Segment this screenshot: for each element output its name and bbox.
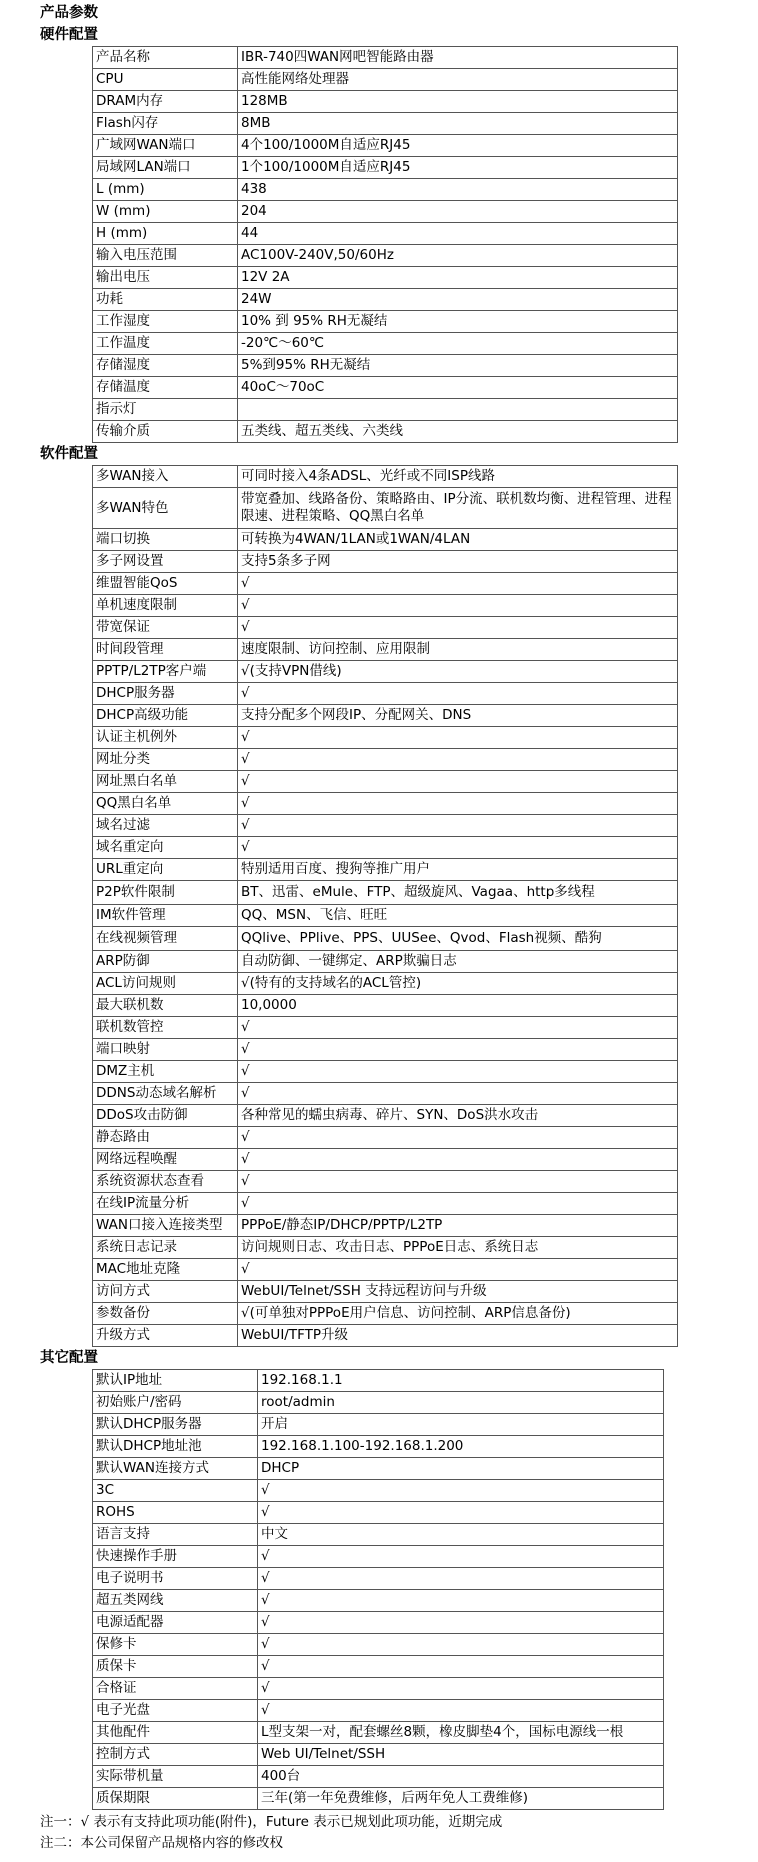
spec-value: 支持5条多子网 (238, 551, 678, 573)
spec-label: ARP防御 (93, 951, 238, 973)
spec-label: DDoS攻击防御 (93, 1105, 238, 1127)
spec-row (93, 289, 678, 311)
spec-row (93, 1546, 664, 1568)
spec-row (93, 399, 678, 421)
spec-label: 输入电压范围 (93, 245, 238, 267)
spec-row (93, 223, 678, 245)
spec-row (93, 1458, 664, 1480)
spec-row (93, 1237, 678, 1259)
spec-value: √ (238, 749, 678, 771)
hardware-spec-table (92, 46, 678, 443)
spec-label: 多WAN接入 (93, 466, 238, 488)
spec-value: √ (238, 1017, 678, 1039)
spec-label: 时间段管理 (93, 639, 238, 661)
spec-value: √ (238, 815, 678, 837)
spec-row (93, 333, 678, 355)
spec-label: 电子光盘 (93, 1700, 258, 1722)
spec-row (93, 771, 678, 793)
spec-label: 端口切换 (93, 529, 238, 551)
spec-value: √ (258, 1590, 664, 1612)
spec-row (93, 927, 678, 951)
spec-value: √ (258, 1634, 664, 1656)
spec-row (93, 1017, 678, 1039)
spec-label: 初始账户/密码 (93, 1392, 258, 1414)
spec-label: 保修卡 (93, 1634, 258, 1656)
spec-value: 10% 到 95% RH无凝结 (238, 311, 678, 333)
spec-label: 质保卡 (93, 1656, 258, 1678)
spec-row (93, 1127, 678, 1149)
spec-value: √ (238, 837, 678, 859)
spec-label: 最大联机数 (93, 995, 238, 1017)
spec-value: 五类线、超五类线、六类线 (238, 421, 678, 443)
spec-label: 输出电压 (93, 267, 238, 289)
spec-value: WebUI/TFTP升级 (238, 1325, 678, 1347)
spec-value: √ (238, 1039, 678, 1061)
spec-label: MAC地址克隆 (93, 1259, 238, 1281)
spec-value: PPPoE/静态IP/DHCP/PPTP/L2TP (238, 1215, 678, 1237)
spec-value: L型支架一对，配套螺丝8颗，橡皮脚垫4个，国标电源线一根 (258, 1722, 664, 1744)
spec-row (93, 881, 678, 905)
spec-row (93, 727, 678, 749)
spec-row (93, 1083, 678, 1105)
hardware-heading: 硬件配置 (40, 27, 98, 43)
spec-label: QQ黑白名单 (93, 793, 238, 815)
spec-value: 438 (238, 179, 678, 201)
spec-label: 带宽保证 (93, 617, 238, 639)
spec-value: √ (258, 1502, 664, 1524)
spec-row (93, 1414, 664, 1436)
spec-label: P2P软件限制 (93, 881, 238, 905)
spec-label: 质保期限 (93, 1788, 258, 1810)
spec-row (93, 683, 678, 705)
spec-value: 12V 2A (238, 267, 678, 289)
spec-value: 192.168.1.100-192.168.1.200 (258, 1436, 664, 1458)
spec-value: √ (238, 617, 678, 639)
spec-row (93, 815, 678, 837)
spec-row (93, 157, 678, 179)
spec-row (93, 1524, 664, 1546)
spec-row (93, 1171, 678, 1193)
spec-row (93, 311, 678, 333)
spec-row (93, 973, 678, 995)
spec-row (93, 1502, 664, 1524)
spec-row (93, 837, 678, 859)
spec-row (93, 91, 678, 113)
spec-value: √ (258, 1568, 664, 1590)
spec-label: 静态路由 (93, 1127, 238, 1149)
spec-label: 维盟智能QoS (93, 573, 238, 595)
spec-row (93, 529, 678, 551)
spec-row (93, 135, 678, 157)
spec-label: 域名过滤 (93, 815, 238, 837)
spec-value: √(支持VPN借线) (238, 661, 678, 683)
spec-row (93, 1105, 678, 1127)
spec-row (93, 1744, 664, 1766)
spec-value: 速度限制、访问控制、应用限制 (238, 639, 678, 661)
spec-value: DHCP (258, 1458, 664, 1480)
spec-row (93, 1436, 664, 1458)
spec-row (93, 1281, 678, 1303)
spec-value: 8MB (238, 113, 678, 135)
spec-label: 系统资源状态查看 (93, 1171, 238, 1193)
spec-row (93, 705, 678, 727)
spec-label: ACL访问规则 (93, 973, 238, 995)
spec-row (93, 69, 678, 91)
spec-value: 访问规则日志、攻击日志、PPPoE日志、系统日志 (238, 1237, 678, 1259)
spec-value: 可同时接入4条ADSL、光纤或不同ISP线路 (238, 466, 678, 488)
spec-label: ROHS (93, 1502, 258, 1524)
spec-value: √ (238, 793, 678, 815)
spec-value: √ (238, 1171, 678, 1193)
other-heading: 其它配置 (40, 1350, 98, 1366)
spec-label: DRAM内存 (93, 91, 238, 113)
spec-row (93, 113, 678, 135)
spec-row (93, 617, 678, 639)
spec-value: 带宽叠加、线路备份、策略路由、IP分流、联机数均衡、进程管理、进程限速、进程策略、QQ黑白名单 (238, 488, 678, 529)
spec-row (93, 1325, 678, 1347)
spec-label: WAN口接入连接类型 (93, 1215, 238, 1237)
spec-label: 默认IP地址 (93, 1370, 258, 1392)
spec-value: 40oC～70oC (238, 377, 678, 399)
spec-label: 端口映射 (93, 1039, 238, 1061)
spec-value: √ (258, 1656, 664, 1678)
spec-label: 多子网设置 (93, 551, 238, 573)
software-heading: 软件配置 (40, 446, 98, 462)
spec-value: 5%到95% RH无凝结 (238, 355, 678, 377)
spec-value: 1个100/1000M自适应RJ45 (238, 157, 678, 179)
spec-row (93, 488, 678, 529)
spec-row (93, 1656, 664, 1678)
spec-label: 功耗 (93, 289, 238, 311)
spec-row (93, 1722, 664, 1744)
spec-label: 存储温度 (93, 377, 238, 399)
spec-row (93, 1061, 678, 1083)
spec-row (93, 1039, 678, 1061)
spec-row (93, 1259, 678, 1281)
spec-value: √ (238, 573, 678, 595)
spec-label: 其他配件 (93, 1722, 258, 1744)
spec-label: 默认WAN连接方式 (93, 1458, 258, 1480)
page-title: 产品参数 (40, 5, 98, 21)
spec-value: Web UI/Telnet/SSH (258, 1744, 664, 1766)
spec-value: 高性能网络处理器 (238, 69, 678, 91)
spec-value: √ (238, 1127, 678, 1149)
spec-row (93, 1700, 664, 1722)
spec-value: √(特有的支持域名的ACL管控) (238, 973, 678, 995)
spec-label: 指示灯 (93, 399, 238, 421)
spec-value: 特别适用百度、搜狗等推广用户 (238, 859, 678, 881)
spec-label: 多WAN特色 (93, 488, 238, 529)
spec-value: 4个100/1000M自适应RJ45 (238, 135, 678, 157)
spec-value: IBR-740四WAN网吧智能路由器 (238, 47, 678, 69)
note-2: 注二：本公司保留产品规格内容的修改权 (40, 1835, 283, 1851)
spec-value: 自动防御、一键绑定、ARP欺骗日志 (238, 951, 678, 973)
spec-row (93, 47, 678, 69)
spec-label: 快速操作手册 (93, 1546, 258, 1568)
spec-row (93, 355, 678, 377)
spec-label: 传输介质 (93, 421, 238, 443)
spec-label: 参数备份 (93, 1303, 238, 1325)
spec-label: 电源适配器 (93, 1612, 258, 1634)
spec-row (93, 267, 678, 289)
spec-row (93, 1392, 664, 1414)
spec-label: 3C (93, 1480, 258, 1502)
spec-label: 网址分类 (93, 749, 238, 771)
spec-value: √ (258, 1612, 664, 1634)
spec-row (93, 377, 678, 399)
spec-value: 三年(第一年免费维修，后两年免人工费维修) (258, 1788, 664, 1810)
spec-label: L (mm) (93, 179, 238, 201)
spec-value: -20℃～60℃ (238, 333, 678, 355)
spec-label: IM软件管理 (93, 905, 238, 927)
spec-value: √ (238, 1193, 678, 1215)
spec-row (93, 661, 678, 683)
spec-label: 网络远程唤醒 (93, 1149, 238, 1171)
spec-row (93, 1612, 664, 1634)
spec-row (93, 859, 678, 881)
spec-row (93, 905, 678, 927)
spec-value: √ (238, 771, 678, 793)
spec-label: 默认DHCP服务器 (93, 1414, 258, 1436)
notes (40, 1812, 758, 1854)
spec-row (93, 1480, 664, 1502)
spec-label: 语言支持 (93, 1524, 258, 1546)
spec-row (93, 1568, 664, 1590)
spec-row (93, 421, 678, 443)
spec-value: √ (238, 1061, 678, 1083)
spec-label: 在线IP流量分析 (93, 1193, 238, 1215)
spec-row (93, 201, 678, 223)
spec-value: 128MB (238, 91, 678, 113)
spec-label: 认证主机例外 (93, 727, 238, 749)
spec-row (93, 595, 678, 617)
spec-row (93, 951, 678, 973)
spec-label: 工作温度 (93, 333, 238, 355)
spec-label: W (mm) (93, 201, 238, 223)
spec-label: 存储湿度 (93, 355, 238, 377)
spec-value: √ (238, 683, 678, 705)
spec-value: √ (258, 1480, 664, 1502)
spec-row (93, 1149, 678, 1171)
spec-row (93, 573, 678, 595)
spec-row (93, 245, 678, 267)
spec-label: Flash闪存 (93, 113, 238, 135)
spec-label: DHCP高级功能 (93, 705, 238, 727)
spec-label: 在线视频管理 (93, 927, 238, 951)
spec-value: 192.168.1.1 (258, 1370, 664, 1392)
spec-value: QQlive、PPlive、PPS、UUSee、Qvod、Flash视频、酷狗 (238, 927, 678, 951)
spec-row (93, 179, 678, 201)
spec-label: 广域网WAN端口 (93, 135, 238, 157)
spec-label: DHCP服务器 (93, 683, 238, 705)
spec-value: BT、迅雷、eMule、FTP、超级旋风、Vagaa、http多线程 (238, 881, 678, 905)
spec-row (93, 749, 678, 771)
spec-label: H (mm) (93, 223, 238, 245)
spec-value: √ (258, 1700, 664, 1722)
spec-label: CPU (93, 69, 238, 91)
spec-value: 支持分配多个网段IP、分配网关、DNS (238, 705, 678, 727)
spec-row (93, 1370, 664, 1392)
spec-label: 默认DHCP地址池 (93, 1436, 258, 1458)
spec-label: 网址黑白名单 (93, 771, 238, 793)
spec-label: 产品名称 (93, 47, 238, 69)
spec-label: 升级方式 (93, 1325, 238, 1347)
spec-row (93, 551, 678, 573)
spec-value: 可转换为4WAN/1LAN或1WAN/4LAN (238, 529, 678, 551)
spec-label: DMZ主机 (93, 1061, 238, 1083)
spec-value: 10,0000 (238, 995, 678, 1017)
spec-row (93, 1590, 664, 1612)
spec-value: root/admin (258, 1392, 664, 1414)
spec-label: 合格证 (93, 1678, 258, 1700)
spec-label: 电子说明书 (93, 1568, 258, 1590)
spec-row (93, 1303, 678, 1325)
spec-row (93, 1678, 664, 1700)
spec-label: 联机数管控 (93, 1017, 238, 1039)
spec-value: √ (238, 727, 678, 749)
spec-label: 访问方式 (93, 1281, 238, 1303)
spec-label: 超五类网线 (93, 1590, 258, 1612)
spec-row (93, 995, 678, 1017)
spec-value: 400台 (258, 1766, 664, 1788)
spec-row (93, 1766, 664, 1788)
spec-value: 中文 (258, 1524, 664, 1546)
spec-value: √ (238, 1083, 678, 1105)
spec-label: 实际带机量 (93, 1766, 258, 1788)
spec-row (93, 639, 678, 661)
spec-value: 各种常见的蠕虫病毒、碎片、SYN、DoS洪水攻击 (238, 1105, 678, 1127)
spec-value: √ (258, 1678, 664, 1700)
spec-label: 局域网LAN端口 (93, 157, 238, 179)
spec-value: 开启 (258, 1414, 664, 1436)
spec-value: 44 (238, 223, 678, 245)
spec-label: 系统日志记录 (93, 1237, 238, 1259)
spec-label: URL重定向 (93, 859, 238, 881)
spec-row (93, 1788, 664, 1810)
spec-row (93, 1215, 678, 1237)
spec-value: AC100V-240V,50/60Hz (238, 245, 678, 267)
spec-row (93, 1193, 678, 1215)
spec-value: √ (238, 1149, 678, 1171)
spec-label: PPTP/L2TP客户端 (93, 661, 238, 683)
note-1: 注一：√ 表示有支持此项功能(附件)，Future 表示已规划此项功能，近期完成 (40, 1814, 503, 1830)
spec-row (93, 466, 678, 488)
spec-label: 单机速度限制 (93, 595, 238, 617)
spec-label: DDNS动态域名解析 (93, 1083, 238, 1105)
spec-label: 控制方式 (93, 1744, 258, 1766)
spec-row (93, 1634, 664, 1656)
spec-value: 24W (238, 289, 678, 311)
spec-value: √ (238, 1259, 678, 1281)
spec-label: 域名重定向 (93, 837, 238, 859)
spec-value: √(可单独对PPPoE用户信息、访问控制、ARP信息备份) (238, 1303, 678, 1325)
spec-value: WebUI/Telnet/SSH 支持远程访问与升级 (238, 1281, 678, 1303)
spec-label: 工作湿度 (93, 311, 238, 333)
spec-value: 204 (238, 201, 678, 223)
software-spec-table (92, 465, 678, 1347)
spec-value: √ (258, 1546, 664, 1568)
spec-value: √ (238, 595, 678, 617)
spec-value: QQ、MSN、飞信、旺旺 (238, 905, 678, 927)
spec-row (93, 793, 678, 815)
other-spec-table (92, 1369, 664, 1810)
spec-value (238, 399, 678, 421)
